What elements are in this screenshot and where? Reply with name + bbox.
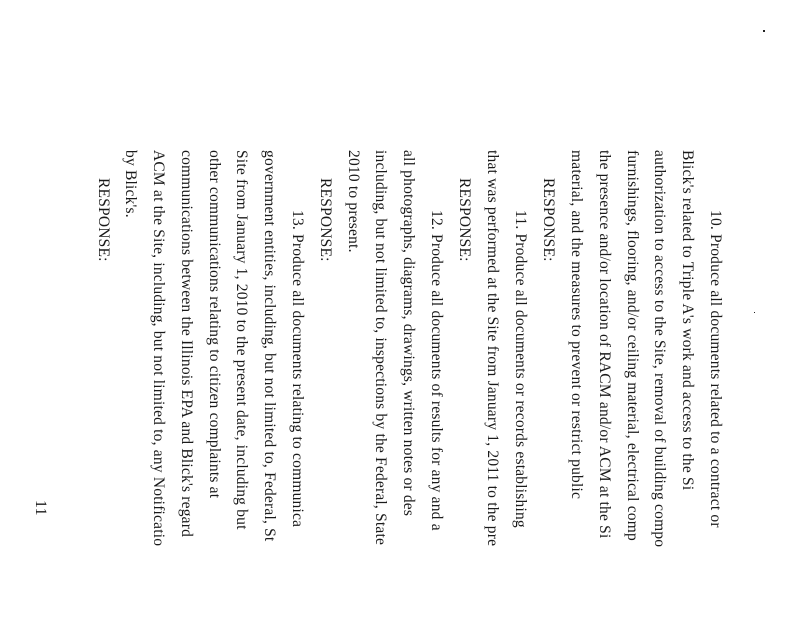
paragraph-10-line-2: Blick's related to Triple A's work and access to the Si <box>679 150 696 491</box>
response-heading: RESPONSE: <box>456 178 473 262</box>
paragraph-11-line-1: 11. Produce all documents or records establishing <box>512 210 529 528</box>
paragraph-12-line-2: all photographs, diagrams, drawings, written notes or des <box>400 150 417 517</box>
paragraph-13-line-2: government entities, including, but not limited to, Federal, St <box>261 150 278 542</box>
paragraph-10-line-5: the presence and/or location of RACM and/or ACM at the Si <box>596 150 613 539</box>
paragraph-13-line-3: Site from January 1, 2010 to the present date, including but <box>233 150 250 530</box>
scan-speck <box>754 312 755 313</box>
response-heading: RESPONSE: <box>317 178 334 262</box>
paragraph-13-line-7: by Blick's. <box>122 150 139 218</box>
paragraph-13-line-5: communications between the Illinois EPA and Blick's regard <box>178 150 195 538</box>
paragraph-10-line-6: material, and the measures to prevent or restrict public <box>568 150 585 500</box>
response-heading: RESPONSE: <box>95 178 112 262</box>
paragraph-10-line-4: furnishings, flooring, and/or ceiling material, electrical comp <box>624 150 641 541</box>
paragraph-12-line-3: including, but not limited to, inspections by the Federal, State <box>372 150 389 546</box>
paragraph-10-line-3: authorization to access to the Site, removal of building compo <box>651 150 668 548</box>
paragraph-12-line-1: 12. Produce all documents of results for any and a <box>428 210 445 531</box>
paragraph-11-line-2: that was performed at the Site from January 1, 2011 to the pre <box>484 150 501 547</box>
paragraph-10-line-1: 10. Produce all documents related to a contract or <box>707 210 724 528</box>
page-number: 11 <box>32 500 49 516</box>
paragraph-13-line-1: 13. Produce all documents relating to communica <box>289 210 306 528</box>
paragraph-13-line-4: other communications relating to citizen complaints at <box>206 150 223 499</box>
response-heading: RESPONSE: <box>540 178 557 262</box>
paragraph-13-line-6: ACM at the Site, including, but not limited to, any Notificatio <box>150 150 167 547</box>
paragraph-12-line-4: 2010 to present. <box>345 150 362 253</box>
scan-speck <box>763 30 765 32</box>
